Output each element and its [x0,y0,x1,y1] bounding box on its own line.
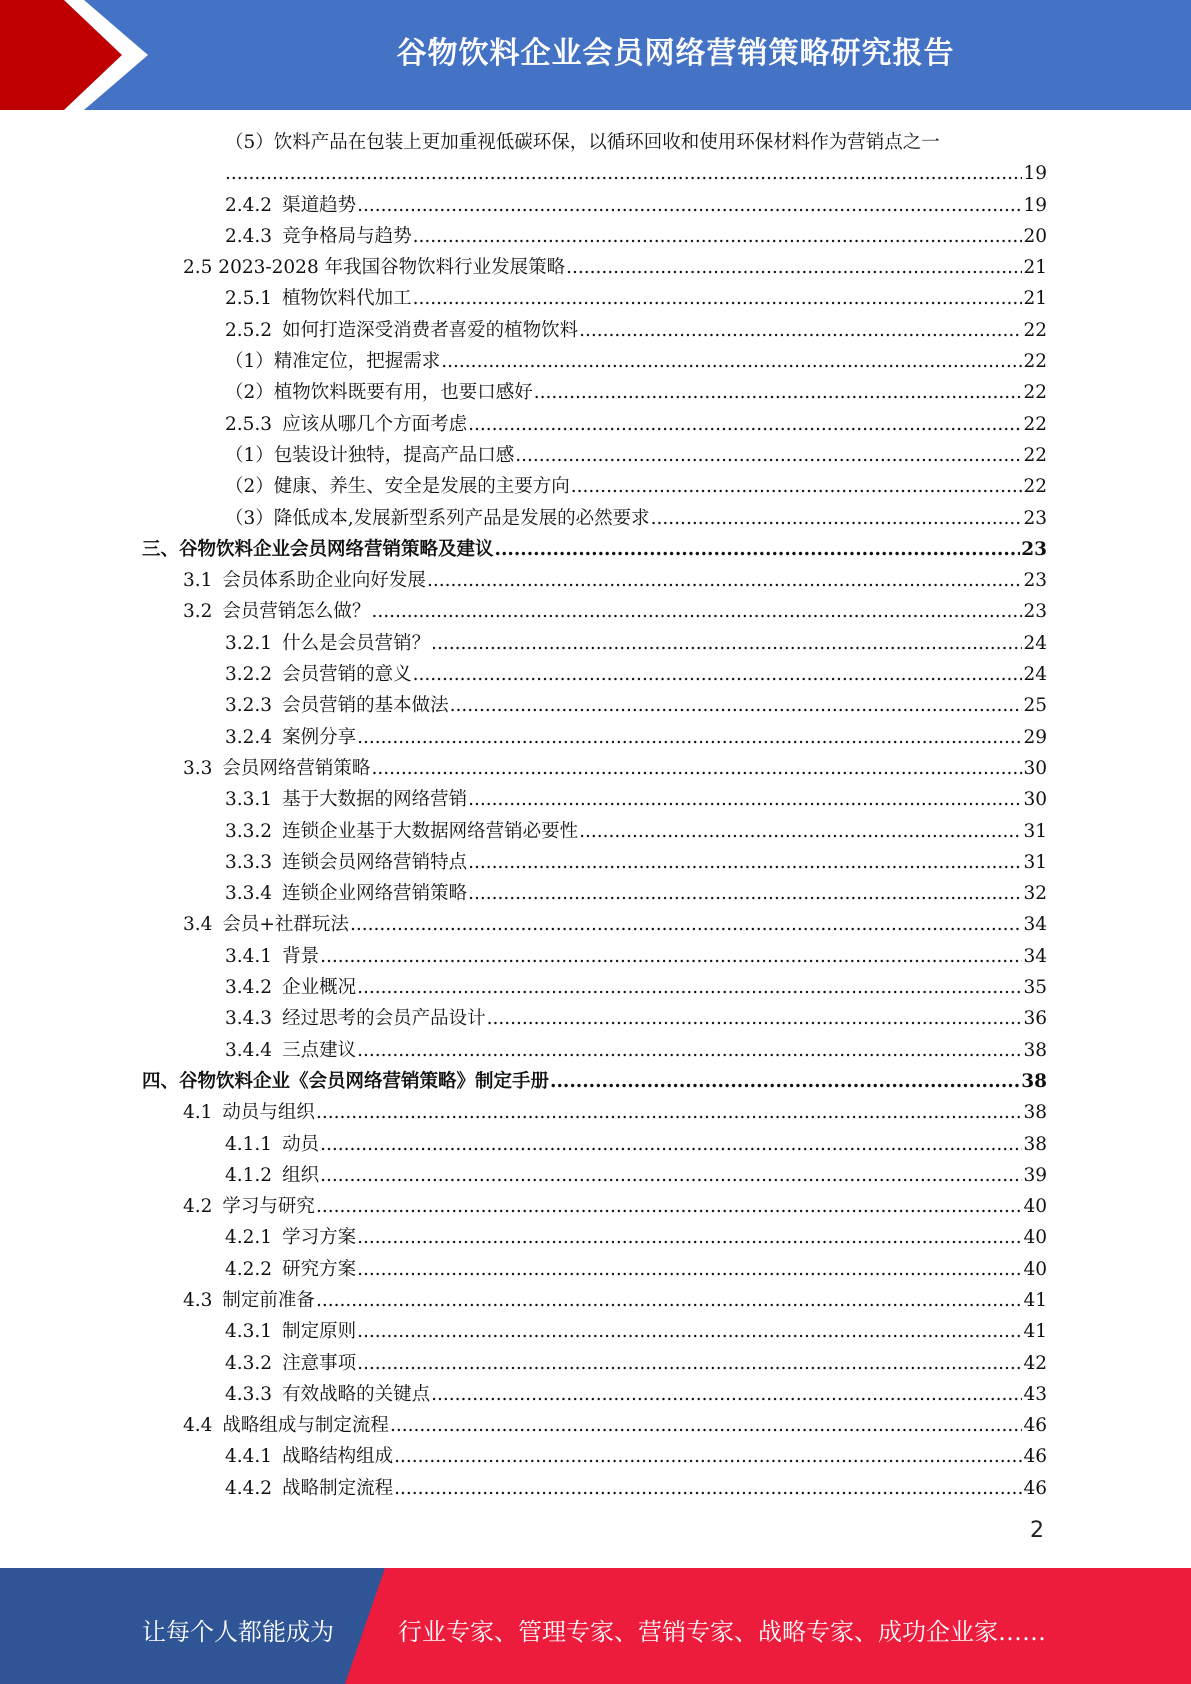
toc-entry[interactable] [0,565,1191,596]
toc-leader-dots [431,1379,1022,1410]
toc-entry-title [225,784,467,815]
toc-section-title: 企业概况 [282,977,357,999]
toc-section-number: 3.4 [183,914,213,936]
toc-entry[interactable] [0,722,1191,753]
toc-leader-dots [579,315,1022,346]
toc-page-number: 38 [1021,1070,1047,1092]
toc-section-number: 4.3.3 [225,1383,273,1405]
toc-entry[interactable] [0,315,1191,346]
toc-section-title: 动员与组织 [222,1102,315,1124]
toc-page-number: 39 [1023,1164,1047,1186]
toc-section-number: 4.2 [183,1196,213,1218]
toc-entry-title [225,1003,486,1034]
toc-section-number: 3.3.1 [225,789,273,811]
toc-leader-dots [579,816,1022,847]
toc-section-number: 4.2.2 [225,1258,273,1280]
toc-entry[interactable] [0,471,1191,502]
toc-page-number: 21 [1023,257,1047,279]
toc-section-number: 3.3 [183,757,213,779]
toc-entry[interactable] [0,1348,1191,1379]
toc-page-number: 46 [1023,1415,1047,1437]
toc-section-title: 战略结构组成 [282,1446,394,1468]
toc-entry[interactable] [0,1254,1191,1285]
toc-section-title: 动员 [282,1133,320,1155]
header-chevron-decoration [0,0,170,110]
toc-entry[interactable] [0,1129,1191,1160]
page-header [0,0,1191,110]
toc-leader-dots [371,753,1022,784]
toc-page-number: 22 [1023,319,1047,341]
toc-entry[interactable] [0,1285,1191,1316]
toc-leader-dots [357,1222,1022,1253]
toc-section-number: 2.5.2 [225,319,273,341]
toc-entry[interactable] [0,690,1191,721]
toc-section-title: 战略组成与制定流程 [222,1415,389,1437]
toc-section-title: 背景 [282,945,320,967]
toc-entry-title [225,659,412,690]
toc-entry[interactable] [0,377,1191,408]
toc-entry-title [183,753,370,784]
toc-section-title: 三点建议 [282,1039,357,1061]
toc-section-title: （3）降低成本,发展新型系列产品是发展的必然要求 [225,507,650,529]
toc-entry[interactable] [0,659,1191,690]
toc-entry-continuation[interactable] [0,158,1191,189]
toc-entry[interactable] [0,941,1191,972]
toc-entry[interactable] [0,252,1191,283]
toc-entry[interactable] [0,221,1191,252]
toc-leader-dots [566,252,1022,283]
toc-page-number: 29 [1023,726,1047,748]
page-footer [0,1568,1191,1684]
toc-entry[interactable] [0,1441,1191,1472]
toc-leader-dots [468,784,1022,815]
toc-section-title: 会员+社群玩法 [222,914,349,936]
toc-page-number: 46 [1023,1446,1047,1468]
toc-leader-dots [515,440,1022,471]
toc-page-number: 23 [1021,538,1047,560]
toc-section-title: 有效战略的关键点 [282,1383,431,1405]
toc-section-title: 渠道趋势 [282,194,357,216]
toc-section-number: 3.2.2 [225,664,273,686]
table-of-contents [0,127,1191,1504]
toc-entry-title [183,1410,389,1441]
toc-leader-dots [413,221,1023,252]
toc-entry[interactable] [0,1003,1191,1034]
toc-section-number: 4.4.1 [225,1446,273,1468]
toc-page-number: 22 [1023,413,1047,435]
toc-page-number: 21 [1023,288,1047,310]
toc-entry-title [225,283,412,314]
toc-section-title: 植物饮料代加工 [282,288,412,310]
toc-section-number: 3.3.2 [225,820,273,842]
toc-section-title: 应该从哪几个方面考虑 [282,413,468,435]
toc-entry[interactable] [0,1379,1191,1410]
toc-entry[interactable] [0,784,1191,815]
toc-entry-title [225,503,650,534]
toc-section-number: 4.1 [183,1102,213,1124]
toc-entry[interactable] [0,1066,1191,1097]
toc-section-number: 2.4.3 [225,225,273,247]
toc-section-title: 制定前准备 [222,1289,315,1311]
toc-entry[interactable] [0,909,1191,940]
toc-section-title: 会员体系助企业向好发展 [222,570,426,592]
toc-section-number: 4.1.1 [225,1133,273,1155]
toc-leader-dots [487,1003,1023,1034]
toc-section-title: 如何打造深受消费者喜爱的植物饮料 [282,319,579,341]
toc-page-number: 43 [1023,1383,1047,1405]
toc-page-number: 38 [1023,1102,1047,1124]
toc-leader-dots [357,1348,1022,1379]
toc-section-title: 会员营销的基本做法 [282,695,449,717]
toc-section-title: 战略制定流程 [282,1477,394,1499]
toc-leader-dots [550,1066,1020,1097]
toc-leader-dots [450,690,1023,721]
toc-section-number: 2.5.3 [225,413,273,435]
toc-leader-dots [441,346,1022,377]
toc-page-number: 34 [1023,945,1047,967]
toc-entry-title [225,1129,319,1160]
toc-entry-title [225,628,430,659]
toc-page-number: 23 [1023,570,1047,592]
toc-entry-title [225,346,440,377]
toc-entry-title [225,1035,356,1066]
toc-entry-title [225,440,514,471]
toc-page-number: 36 [1023,1008,1047,1030]
toc-entry[interactable] [0,346,1191,377]
toc-entry[interactable] [0,534,1191,565]
toc-leader-dots [316,1285,1023,1316]
toc-section-number: 3.2 [183,601,213,623]
toc-entry[interactable] [0,878,1191,909]
toc-page-number: 24 [1023,664,1047,686]
toc-section-title: 组织 [282,1164,320,1186]
toc-entry-title [225,1473,393,1504]
toc-leader-dots [371,596,1022,627]
toc-section-number: 3.1 [183,570,213,592]
toc-entry-title [225,878,467,909]
toc-page-number: 25 [1023,695,1047,717]
toc-page-number: 22 [1023,444,1047,466]
toc-page-number: 35 [1023,977,1047,999]
toc-section-number: 3.3.3 [225,851,273,873]
toc-leader-dots [394,1473,1022,1504]
toc-leader-dots [320,941,1022,972]
toc-page-number: 40 [1023,1227,1047,1249]
toc-entry-title [225,409,467,440]
toc-section-number: 4.1.2 [225,1164,273,1186]
toc-entry-title [225,221,412,252]
toc-entry[interactable] [0,1410,1191,1441]
toc-entry-title [183,596,370,627]
toc-entry-title [225,722,356,753]
toc-page-number: 19 [1023,163,1047,185]
toc-section-title: （1）包装设计独特，提高产品口感 [225,444,515,466]
toc-section-title: （1）精准定位，把握需求 [225,351,441,373]
toc-entry[interactable] [0,628,1191,659]
toc-section-number: 4.3.1 [225,1321,273,1343]
toc-section-number: 4.3 [183,1289,213,1311]
toc-entry[interactable] [0,127,1191,158]
toc-leader-dots [468,847,1022,878]
toc-entry[interactable] [0,1316,1191,1347]
toc-entry-title [225,1160,319,1191]
toc-section-number: 2.5.1 [225,288,273,310]
toc-entry[interactable] [0,1160,1191,1191]
toc-entry-title [183,1191,315,1222]
toc-section-title: 连锁企业网络营销策略 [282,883,468,905]
toc-section-title: （2）植物饮料既要有用，也要口感好 [225,382,533,404]
toc-entry-title [183,1097,315,1128]
toc-entry-title [225,847,467,878]
toc-entry-title [225,315,578,346]
toc-leader-dots [357,1316,1022,1347]
toc-entry-title [225,1379,430,1410]
toc-leader-dots [571,471,1023,502]
toc-section-title: 连锁会员网络营销特点 [282,851,468,873]
toc-section-number: 2.4.2 [225,194,273,216]
toc-section-title: （2）健康、养生、安全是发展的主要方向 [225,476,570,498]
toc-section-number: 4.2.1 [225,1227,273,1249]
toc-entry[interactable] [0,1191,1191,1222]
toc-section-number: 4.3.2 [225,1352,273,1374]
toc-page-number: 38 [1023,1039,1047,1061]
toc-entry-title [225,941,319,972]
toc-leader-dots [495,534,1021,565]
toc-page-number: 30 [1023,757,1047,779]
toc-page-number: 22 [1023,351,1047,373]
toc-page-number: 31 [1023,820,1047,842]
toc-leader-dots [316,1097,1023,1128]
document-title: 谷物饮料企业会员网络营销策略研究报告 [396,36,955,71]
toc-section-number: 3.4.1 [225,945,273,967]
footer-roles: 行业专家、管理专家、营销专家、战略专家、成功企业家…… [398,1618,1046,1646]
toc-entry-title [225,1222,356,1253]
toc-entry-title [225,1254,356,1285]
toc-section-title: 制定原则 [282,1321,357,1343]
toc-leader-dots [350,909,1023,940]
toc-section-title: 2.5 2023-2028 年我国谷物饮料行业发展策略 [183,257,566,279]
toc-entry[interactable] [0,409,1191,440]
toc-section-title: 研究方案 [282,1258,357,1280]
toc-page-number: 41 [1023,1289,1047,1311]
toc-section-title: 注意事项 [282,1352,357,1374]
footer-slogan: 让每个人都能成为 [142,1618,334,1646]
toc-page-number: 22 [1023,476,1047,498]
toc-leader-dots [320,1160,1022,1191]
toc-section-title: 学习与研究 [222,1196,315,1218]
toc-leader-dots [534,377,1023,408]
toc-leader-dots [357,1035,1022,1066]
toc-section-number: 3.4.4 [225,1039,273,1061]
toc-page-number: 19 [1023,194,1047,216]
toc-section-title: 会员网络营销策略 [222,757,371,779]
toc-leader-dots [427,565,1023,596]
toc-entry-title [225,690,449,721]
toc-section-number: 4.4.2 [225,1477,273,1499]
toc-entry[interactable] [0,503,1191,534]
toc-entry[interactable] [0,283,1191,314]
toc-page-number: 30 [1023,789,1047,811]
toc-entry-title [183,252,565,283]
toc-entry-title [183,1285,315,1316]
toc-entry[interactable] [0,1097,1191,1128]
toc-section-title: 什么是会员营销？ [282,632,431,654]
toc-entry-title [142,534,494,565]
toc-section-title: 会员营销怎么做？ [222,601,371,623]
toc-section-title: 学习方案 [282,1227,357,1249]
toc-section-title: 会员营销的意义 [282,664,412,686]
toc-leader-dots [316,1191,1023,1222]
toc-entry[interactable] [0,847,1191,878]
toc-section-title: 四、谷物饮料企业《会员网络营销策略》制定手册 [142,1070,550,1092]
toc-entry[interactable] [0,596,1191,627]
toc-section-title: 三、谷物饮料企业会员网络营销策略及建议 [142,538,494,560]
toc-section-title: 竞争格局与趋势 [282,225,412,247]
toc-page-number: 20 [1023,225,1047,247]
toc-page-number: 22 [1023,382,1047,404]
toc-section-number: 3.2.3 [225,695,273,717]
toc-entry[interactable] [0,1473,1191,1504]
toc-entry-title [225,972,356,1003]
toc-entry-title [183,565,426,596]
toc-leader-dots [651,503,1023,534]
toc-page-number: 42 [1023,1352,1047,1374]
toc-leader-dots [357,190,1022,221]
toc-entry-title [225,471,570,502]
toc-entry-title [225,816,578,847]
toc-entry[interactable] [0,753,1191,784]
toc-entry-title [225,377,533,408]
toc-leader-dots [225,158,1022,189]
toc-entry[interactable] [0,816,1191,847]
toc-section-title: 基于大数据的网络营销 [282,789,468,811]
toc-leader-dots [468,878,1022,909]
toc-page-number: 34 [1023,914,1047,936]
toc-page-number: 23 [1023,507,1047,529]
toc-section-number: 3.2.1 [225,632,273,654]
toc-page-number: 38 [1023,1133,1047,1155]
toc-section-number: 3.3.4 [225,883,273,905]
toc-page-number: 41 [1023,1321,1047,1343]
toc-leader-dots [413,283,1023,314]
toc-leader-dots [357,972,1022,1003]
toc-entry-title [225,1316,356,1347]
toc-leader-dots [390,1410,1023,1441]
toc-leader-dots [357,722,1022,753]
page-number: 2 [1030,1518,1044,1543]
toc-page-number: 32 [1023,883,1047,905]
toc-entry[interactable] [0,1222,1191,1253]
toc-section-title: 案例分享 [282,726,357,748]
toc-section-number: 3.4.2 [225,977,273,999]
toc-leader-dots [357,1254,1022,1285]
toc-page-number: 46 [1023,1477,1047,1499]
toc-entry-title [225,190,356,221]
toc-page-number: 40 [1023,1258,1047,1280]
toc-entry[interactable] [0,972,1191,1003]
toc-page-number: 24 [1023,632,1047,654]
toc-page-number: 40 [1023,1196,1047,1218]
toc-section-number: 3.4.3 [225,1008,273,1030]
toc-entry-title [142,1066,549,1097]
toc-entry[interactable] [0,190,1191,221]
toc-leader-dots [468,409,1022,440]
toc-section-title: 经过思考的会员产品设计 [282,1008,486,1030]
toc-leader-dots [394,1441,1022,1472]
toc-entry-title [183,909,349,940]
toc-section-number: 4.4 [183,1415,213,1437]
toc-page-number: 23 [1023,601,1047,623]
toc-entry-title [225,1348,356,1379]
toc-page-number: 31 [1023,851,1047,873]
toc-entry[interactable] [0,440,1191,471]
toc-entry[interactable] [0,1035,1191,1066]
toc-entry-title [225,1441,393,1472]
toc-entry-title: （5）饮料产品在包装上更加重视低碳环保，以循环回收和使用环保材料作为营销点之一 [225,132,940,153]
toc-section-title: 连锁企业基于大数据网络营销必要性 [282,820,579,842]
toc-leader-dots [413,659,1023,690]
toc-section-number: 3.2.4 [225,726,273,748]
toc-leader-dots [320,1129,1022,1160]
toc-leader-dots [431,628,1022,659]
